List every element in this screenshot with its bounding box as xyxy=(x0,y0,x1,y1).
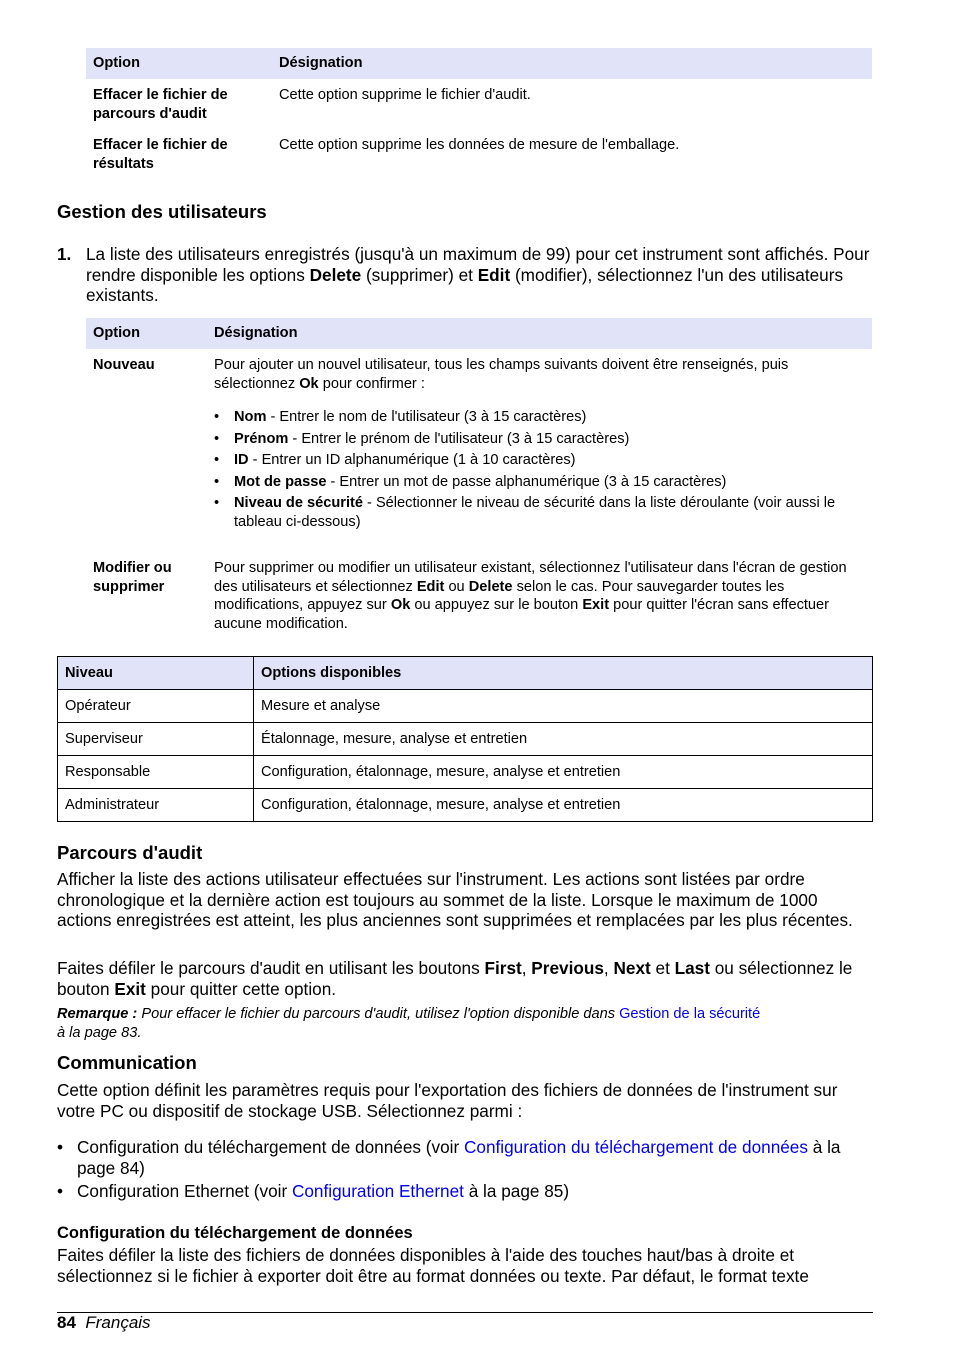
desc-text: ou appuyez sur le bouton xyxy=(410,597,583,613)
list-item: • Configuration Ethernet (voir Configuration Ethernet à la page 85) xyxy=(57,1181,570,1201)
field-text: - Entrer un mot de passe alphanumérique (3 à 15 caractères) xyxy=(326,473,727,490)
column-header-designation: Désignation xyxy=(272,48,872,79)
desc-text: pour quitter l'écran sans effectuer aucune modification. xyxy=(214,597,830,632)
link-security-management[interactable]: Gestion de la sécurité xyxy=(619,1006,761,1022)
level-cell: Administrateur xyxy=(58,789,254,822)
field-label: Nom xyxy=(234,409,267,425)
communication-list xyxy=(57,1137,872,1202)
security-levels-table xyxy=(57,656,873,822)
column-header-option: Option xyxy=(86,318,207,349)
table-row xyxy=(86,129,872,179)
page-number: 84 xyxy=(57,1313,76,1332)
field-text: - Entrer un ID alphanumérique (1 à 10 caractères) xyxy=(248,452,576,468)
list-item xyxy=(214,430,865,449)
options-cell: Mesure et analyse xyxy=(254,690,873,723)
exit-keyword: Exit xyxy=(582,597,610,613)
option-description xyxy=(207,349,872,552)
note xyxy=(57,1005,760,1042)
delete-keyword: Delete xyxy=(468,578,513,595)
step-text: La liste des utilisateurs enregistrés (jusqu'à un maximum de 99) pour cet instrument sont affichés. Pour rendre disponible les options xyxy=(86,244,870,285)
option-name: Effacer le fichier de résultats xyxy=(93,137,228,172)
link-ethernet-config[interactable]: Configuration Ethernet xyxy=(291,1181,464,1201)
option-name: Effacer le fichier de parcours d'audit xyxy=(93,87,228,122)
level-cell: Opérateur xyxy=(58,690,254,723)
table-row xyxy=(58,756,873,789)
options-cell: Configuration, étalonnage, mesure, analyse et entretien xyxy=(254,756,873,789)
options-cell: Étalonnage, mesure, analyse et entretien xyxy=(254,723,873,756)
text: Faites défiler le parcours d'audit en utilisant les boutons xyxy=(57,958,485,978)
desc-text: Pour ajouter un nouvel utilisateur, tous les champs suivants doivent être renseignés, puis sélectionnez xyxy=(214,357,789,392)
options-table-users xyxy=(86,318,872,639)
communication-paragraph: Cette option définit les paramètres requis pour l'exportation des fichiers de données de l'instrument sur votre PC ou dispositif de stockage USB. Sélectionnez parmi : xyxy=(57,1080,838,1121)
note-text: Pour effacer le fichier du parcours d'audit, utilisez l'option disponible dans xyxy=(137,1006,620,1022)
edit-keyword: Edit xyxy=(416,578,445,595)
delete-keyword: Delete xyxy=(309,264,362,285)
step-number: 1. xyxy=(57,244,72,264)
field-label: Niveau de sécurité xyxy=(234,495,363,511)
step-1 xyxy=(57,244,872,306)
list-item xyxy=(214,473,865,492)
field-text: - Entrer le prénom de l'utilisateur (3 à 15 caractères) xyxy=(288,430,630,447)
text: et xyxy=(650,958,675,978)
column-header-level: Niveau xyxy=(58,657,254,690)
note-page-ref: à la page 83. xyxy=(57,1024,142,1041)
options-cell: Configuration, étalonnage, mesure, analyse et entretien xyxy=(254,789,873,822)
level-cell: Responsable xyxy=(58,756,254,789)
ok-keyword: Ok xyxy=(390,597,411,613)
download-paragraph: Faites défiler la liste des fichiers de données disponibles à l'aide des touches haut/bas à droite et sélectionnez si le fichier à exporter doit être au format données ou texte. Par défaut, le format texte xyxy=(57,1245,809,1286)
option-description: Cette option supprime le fichier d'audit. xyxy=(279,87,531,103)
text: ou sélectionnez le bouton xyxy=(57,958,853,999)
option-description: Cette option supprime les données de mesure de l'emballage. xyxy=(279,137,680,153)
edit-keyword: Edit xyxy=(477,264,511,285)
list-item xyxy=(214,451,865,470)
text: à la page 84) xyxy=(77,1137,841,1178)
table-row xyxy=(86,552,872,639)
table-row xyxy=(58,789,873,822)
last-keyword: Last xyxy=(674,958,710,978)
exit-keyword: Exit xyxy=(114,978,146,999)
footer xyxy=(57,1313,151,1333)
field-label: ID xyxy=(234,452,249,468)
footer-divider xyxy=(57,1312,873,1313)
text: , xyxy=(521,958,532,978)
column-header-option: Option xyxy=(86,48,272,79)
table-row xyxy=(58,723,873,756)
section-heading-users: Gestion des utilisateurs xyxy=(57,201,267,222)
option-description xyxy=(207,552,872,639)
step-text: (supprimer) et xyxy=(361,264,478,285)
audit-paragraph: Afficher la liste des actions utilisateur effectuées sur l'instrument. Les actions sont listées par ordre chronologique et la dernière action est toujours au sommet de la liste. Lorsque le maximum de 1000 actions enregistrées est atteint, les plus anciennes sont supprimées et remplacées par les plus récentes. xyxy=(57,869,853,930)
desc-text: pour confirmer : xyxy=(318,375,425,392)
subsection-heading-download: Configuration du téléchargement de données xyxy=(57,1224,413,1242)
list-item xyxy=(214,408,865,427)
option-name: Modifier ou supprimer xyxy=(93,560,172,595)
field-text: - Sélectionner le niveau de sécurité dans la liste déroulante (voir aussi le tableau ci-dessous) xyxy=(234,495,836,530)
list-item xyxy=(214,494,865,531)
next-keyword: Next xyxy=(613,958,651,978)
option-name: Nouveau xyxy=(93,357,155,373)
text: à la page 85) xyxy=(463,1181,570,1201)
section-heading-communication: Communication xyxy=(57,1052,197,1073)
text: Configuration Ethernet (voir xyxy=(77,1181,292,1201)
ok-keyword: Ok xyxy=(299,375,319,392)
text: Configuration du téléchargement de données (voir xyxy=(77,1137,464,1157)
step-text: (modifier), sélectionnez l'un des utilisateurs existants. xyxy=(86,264,844,305)
desc-text: Pour supprimer ou modifier un utilisateur existant, sélectionnez l'utilisateur dans l'écran de gestion des utilisateurs et sélectionnez xyxy=(214,560,847,595)
text: pour quitter cette option. xyxy=(145,978,337,999)
desc-text: selon le cas. Pour sauvegarder toutes les modifications, appuyez sur xyxy=(214,578,785,613)
column-header-designation: Désignation xyxy=(207,318,872,349)
field-text: - Entrer le nom de l'utilisateur (3 à 15 caractères) xyxy=(266,409,587,425)
field-label: Prénom xyxy=(234,430,289,447)
footer-language: Français xyxy=(85,1313,151,1332)
list-item: • Configuration du téléchargement de données (voir Configuration du téléchargement de données à la page 84) xyxy=(57,1137,841,1178)
table-row xyxy=(86,79,872,129)
level-cell: Superviseur xyxy=(58,723,254,756)
desc-text: ou xyxy=(444,578,469,595)
link-data-download-config[interactable]: Configuration du téléchargement de données xyxy=(463,1137,808,1157)
table-row xyxy=(58,690,873,723)
field-label: Mot de passe xyxy=(234,473,327,490)
first-keyword: First xyxy=(484,958,522,978)
previous-keyword: Previous xyxy=(531,958,604,978)
section-heading-audit: Parcours d'audit xyxy=(57,842,203,863)
column-header-options: Options disponibles xyxy=(254,657,873,690)
options-table-audit xyxy=(86,48,872,179)
audit-buttons-paragraph xyxy=(57,958,872,999)
table-row xyxy=(86,349,872,552)
note-label: Remarque : xyxy=(57,1006,138,1022)
field-list xyxy=(214,408,865,531)
text: , xyxy=(603,958,614,978)
